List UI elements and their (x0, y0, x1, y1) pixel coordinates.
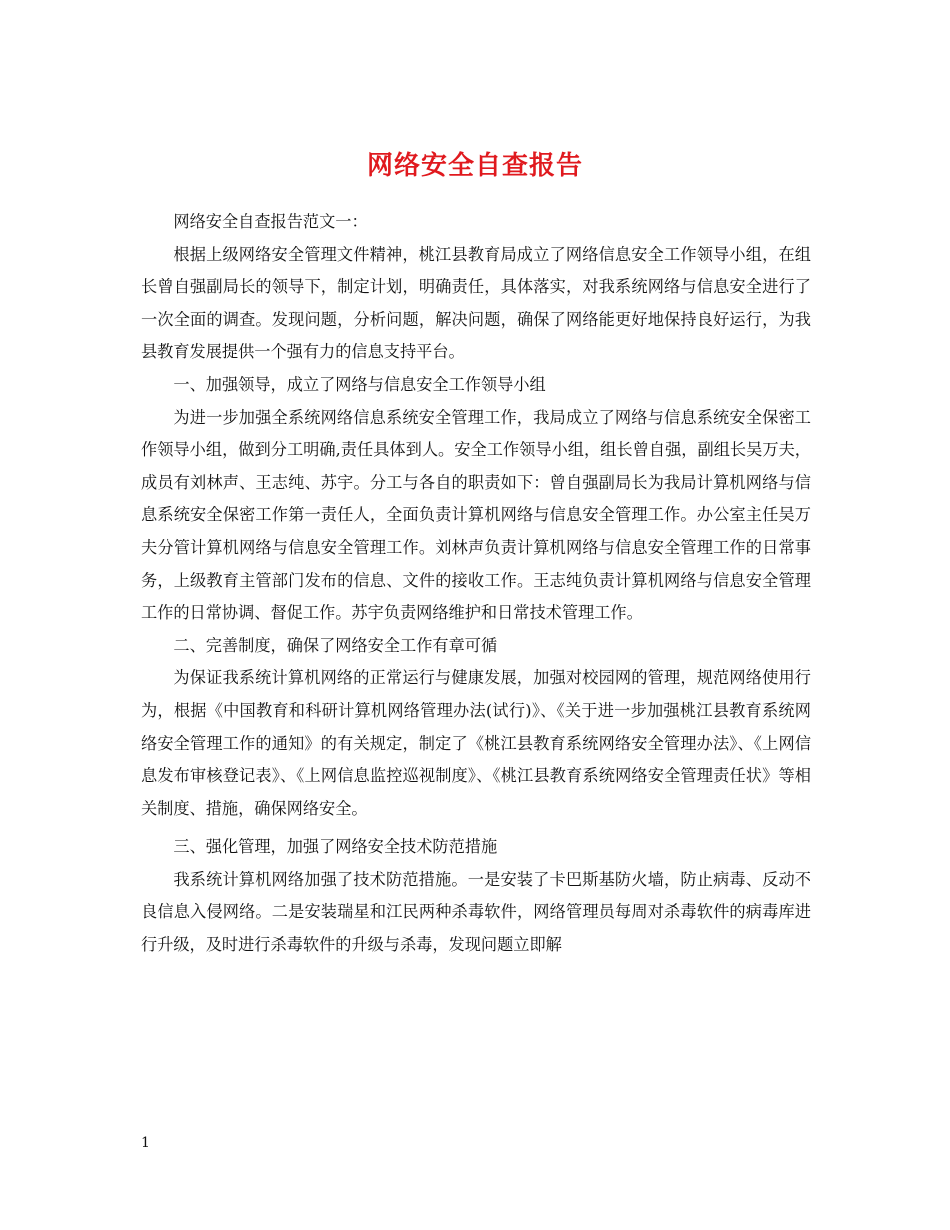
section-heading-1: 一、加强领导，成立了网络与信息安全工作领导小组 (173, 374, 546, 394)
document-body (141, 206, 811, 962)
section-3-paragraph: 我系统计算机网络加强了技术防范措施。一是安装了卡巴斯基防火墙，防止病毒、反动不良信息入侵网络。二是安装瑞星和江民两种杀毒软件，网络管理员每周对杀毒软件的病毒库进行升级，及时进行杀毒软件的升级与杀毒，发现问题立即解 (141, 869, 811, 955)
document-title: 网络安全自查报告 (366, 151, 583, 182)
intro-label: 网络安全自查报告范文一： (173, 212, 368, 231)
intro-paragraph: 根据上级网络安全管理文件精神，桃江县教育局成立了网络信息安全工作领导小组，在组长曾自强副局长的领导下，制定计划，明确责任，具体落实，对我系统网络与信息安全进行了一次全面的调查。发现问题，分析问题，解决问题，确保了网络能更好地保持良好运行，为我县教育发展提供一个强有力的信息支持平台。 (141, 244, 811, 362)
section-1-paragraph: 为进一步加强全系统网络信息系统安全管理工作，我局成立了网络与信息系统安全保密工作领导小组，做到分工明确,责任具体到人。安全工作领导小组，组长曾自强，副组长吴万夫，成员有刘林声、王志纯、苏宇。分工与各自的职责如下：曾自强副局长为我局计算机网络与信息系统安全保密工作第一责任人，全面负责计算机网络与信息安全管理工作。办公室主任吴万夫分管计算机网络与信息安全管理工作。刘林声负责计算机网络与信息安全管理工作的日常事务，上级教育主管部门发布的信息、文件的接收工作。王志纯负责计算机网络与信息安全管理工作的日常协调、督促工作。苏宇负责网络维护和日常技术管理工作。 (141, 407, 811, 623)
section-heading-2: 二、完善制度，确保了网络安全工作有章可循 (173, 635, 498, 655)
section-2-paragraph: 为保证我系统计算机网络的正常运行与健康发展，加强对校园网的管理，规范网络使用行为，根据《中国教育和科研计算机网络管理办法(试行)》、《关于进一步加强桃江县教育系统网络安全管理工作的通知》的有关规定，制定了《桃江县教育系统网络安全管理办法》、《上网信息发布审核登记表》、《上网信息监控巡视制度》、《桃江县教育系统网络安全管理责任状》等相关制度、措施，确保网络安全。 (141, 668, 811, 818)
section-heading-3: 三、强化管理，加强了网络安全技术防范措施 (173, 837, 498, 857)
page-number: 1 (141, 1135, 150, 1151)
